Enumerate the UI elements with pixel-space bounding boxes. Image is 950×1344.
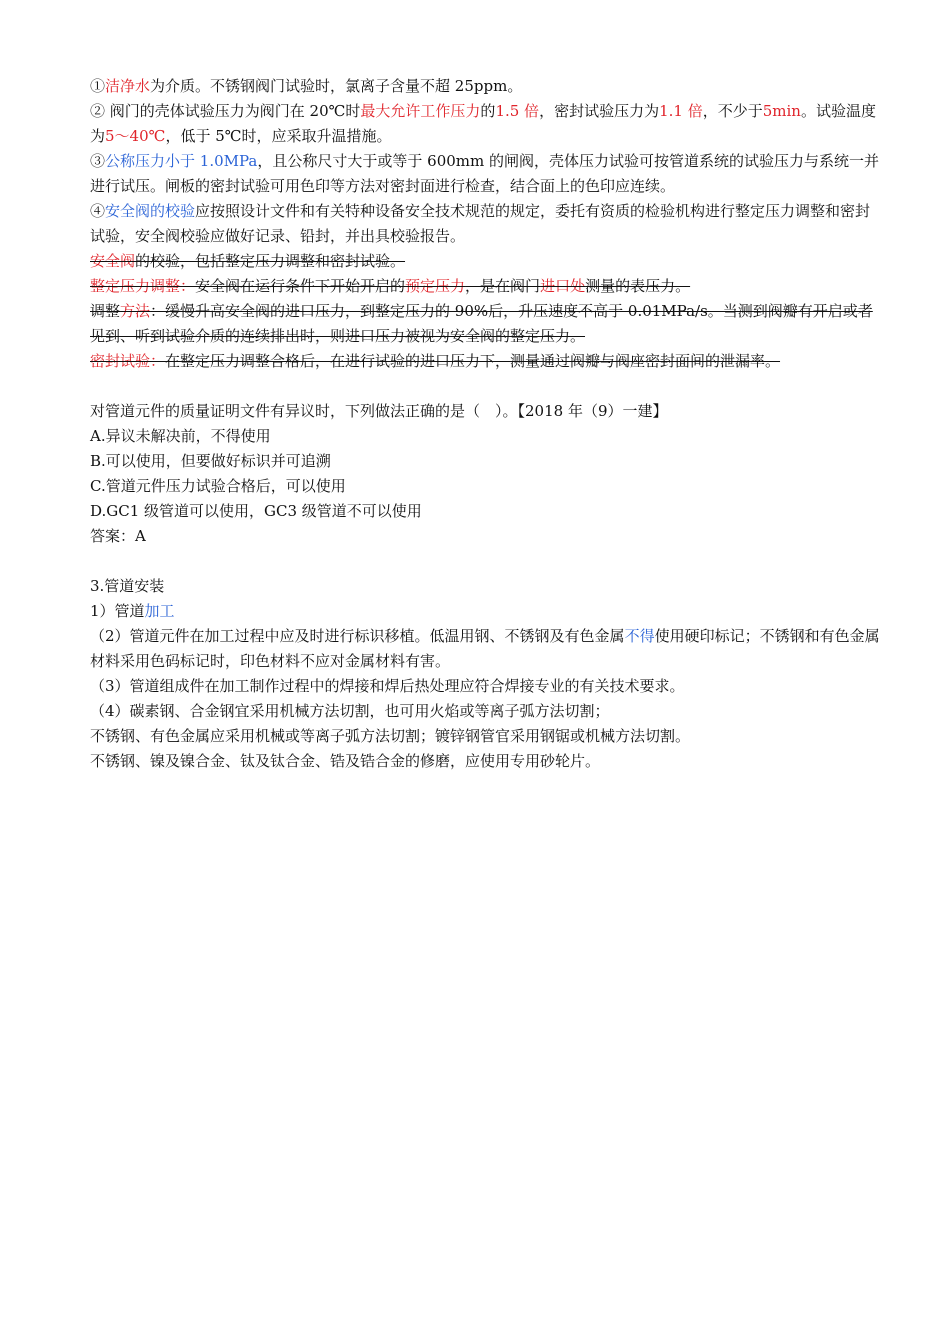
struck-text-2d: ，是在阀门	[465, 277, 541, 295]
note-2-text-g: ，不少于	[702, 102, 763, 120]
option-c: C.管道元件压力试验合格后，可以使用	[90, 477, 346, 495]
highlight-processing: 加工	[144, 602, 175, 620]
note-2-text-e: ，密封试验压力为	[539, 102, 660, 120]
struck-highlight-method: 方法	[120, 302, 151, 320]
item-4: （4）碳素钢、合金钢宜采用机械方法切割，也可用火焰或等离子弧方法切割；	[90, 702, 610, 720]
question-stem: 对管道元件的质量证明文件有异议时，下列做法正确的是（ ）。【2018 年（9）一建】	[90, 402, 668, 420]
struck-line-4	[90, 349, 880, 374]
note-4-text: 应按照设计文件和有关特种设备安全技术规范的规定，委托有资质的检验机构进行整定压力调整和密封试验，安全阀校验应做好记录、铅封，并出具校验报告。	[90, 202, 871, 245]
struck-text-1: 的校验，包括整定压力调整和密封试验。	[135, 252, 406, 270]
struck-line-1	[90, 249, 880, 274]
note-2-text-k: ，低于 5℃时，应采取升温措施。	[165, 127, 392, 145]
highlight-must-not: 不得	[624, 627, 655, 645]
circled-number-4: ④	[90, 202, 106, 220]
struck-line-2	[90, 274, 880, 299]
struck-highlight-inlet: 进口处	[540, 277, 586, 295]
item-2	[90, 624, 880, 674]
note-2-text-i: 。试验温度为	[90, 102, 876, 145]
struck-highlight-set-pressure-adjust: 整定压力调整：	[90, 277, 196, 295]
spacer	[90, 374, 880, 399]
spacer	[90, 549, 880, 574]
note-2-text-c: 的	[480, 102, 496, 120]
note-1	[90, 74, 880, 99]
subsection-heading-text: 1）管道	[90, 602, 145, 620]
highlight-1-5-times: 1.5 倍	[495, 102, 540, 120]
document-page	[90, 74, 880, 774]
highlight-nominal-pressure: 公称压力小于 1.0MPa	[105, 152, 258, 170]
section-heading: 3.管道安装	[90, 577, 165, 595]
option-b: B.可以使用，但要做好标识并可追溯	[90, 452, 331, 470]
circled-number-3: ③	[90, 152, 106, 170]
item-4-grinding: 不锈钢、镍及镍合金、钛及钛合金、锆及锆合金的修磨，应使用专用砂轮片。	[90, 752, 601, 770]
note-3-text: ，且公称尺寸大于或等于 600mm 的闸阀，壳体压力试验可按管道系统的试验压力与系统一并进行试压。闸板的密封试验可用色印等方法对密封面进行检查，结合面上的色印应连续。	[90, 152, 879, 195]
struck-text-2f: 测量的表压力。	[585, 277, 691, 295]
option-d: D.GC1 级管道可以使用，GC3 级管道不可以使用	[90, 502, 422, 520]
note-2-text-a: ② 阀门的壳体试验压力为阀门在 20℃时	[90, 102, 361, 120]
note-1-text: 为介质。不锈钢阀门试验时，氯离子含量不超 25ppm。	[150, 77, 523, 95]
note-3	[90, 149, 880, 199]
item-2-text-a: （2）管道元件在加工过程中应及时进行标识移植。低温用钢、不锈钢及有色金属	[90, 627, 625, 645]
struck-text-4b: 在整定压力调整合格后，在进行试验的进口压力下，测量通过阀瓣与阀座密封面间的泄漏率。	[165, 352, 781, 370]
option-a: A.异议未解决前，不得使用	[90, 427, 271, 445]
struck-highlight-safety-valve: 安全阀	[90, 252, 136, 270]
struck-text-3c: ：缓慢升高安全阀的进口压力，到整定压力的 90%后，升压速度不高于 0.01MPa/s。当测到阀瓣有开启或者见到、听到试验介质的连续排出时，则进口压力被视为安全阀的整定压力。	[90, 302, 873, 345]
item-4-continued: 不锈钢、有色金属应采用机械或等离子弧方法切割；镀锌钢管官采用钢锯或机械方法切割。	[90, 727, 691, 745]
struck-text-2b: 安全阀在运行条件下开始开启的	[195, 277, 406, 295]
highlight-5min: 5min	[762, 102, 801, 120]
struck-line-3	[90, 299, 880, 349]
circled-number-1: ①	[90, 77, 106, 95]
subsection-heading	[90, 599, 880, 624]
item-3: （3）管道组成件在加工制作过程中的焊接和焊后热处理应符合焊接专业的有关技术要求。	[90, 677, 685, 695]
struck-highlight-seal-test: 密封试验：	[90, 352, 166, 370]
highlight-temperature-range: 5～40℃	[105, 127, 166, 145]
highlight-max-pressure: 最大允许工作压力	[360, 102, 481, 120]
highlight-safety-valve-calibration: 安全阀的校验	[105, 202, 196, 220]
note-4	[90, 199, 880, 249]
highlight-clean-water: 洁净水	[105, 77, 151, 95]
note-2	[90, 99, 880, 149]
answer: 答案：A	[90, 527, 146, 545]
struck-highlight-preset-pressure: 预定压力	[405, 277, 466, 295]
highlight-1-1-times: 1.1 倍	[659, 102, 703, 120]
item-2-text-c: 使用硬印标记；不锈钢和有色金属材料采用色码标记时，印色材料不应对金属材料有害。	[90, 627, 880, 670]
struck-text-3a: 调整	[90, 302, 121, 320]
